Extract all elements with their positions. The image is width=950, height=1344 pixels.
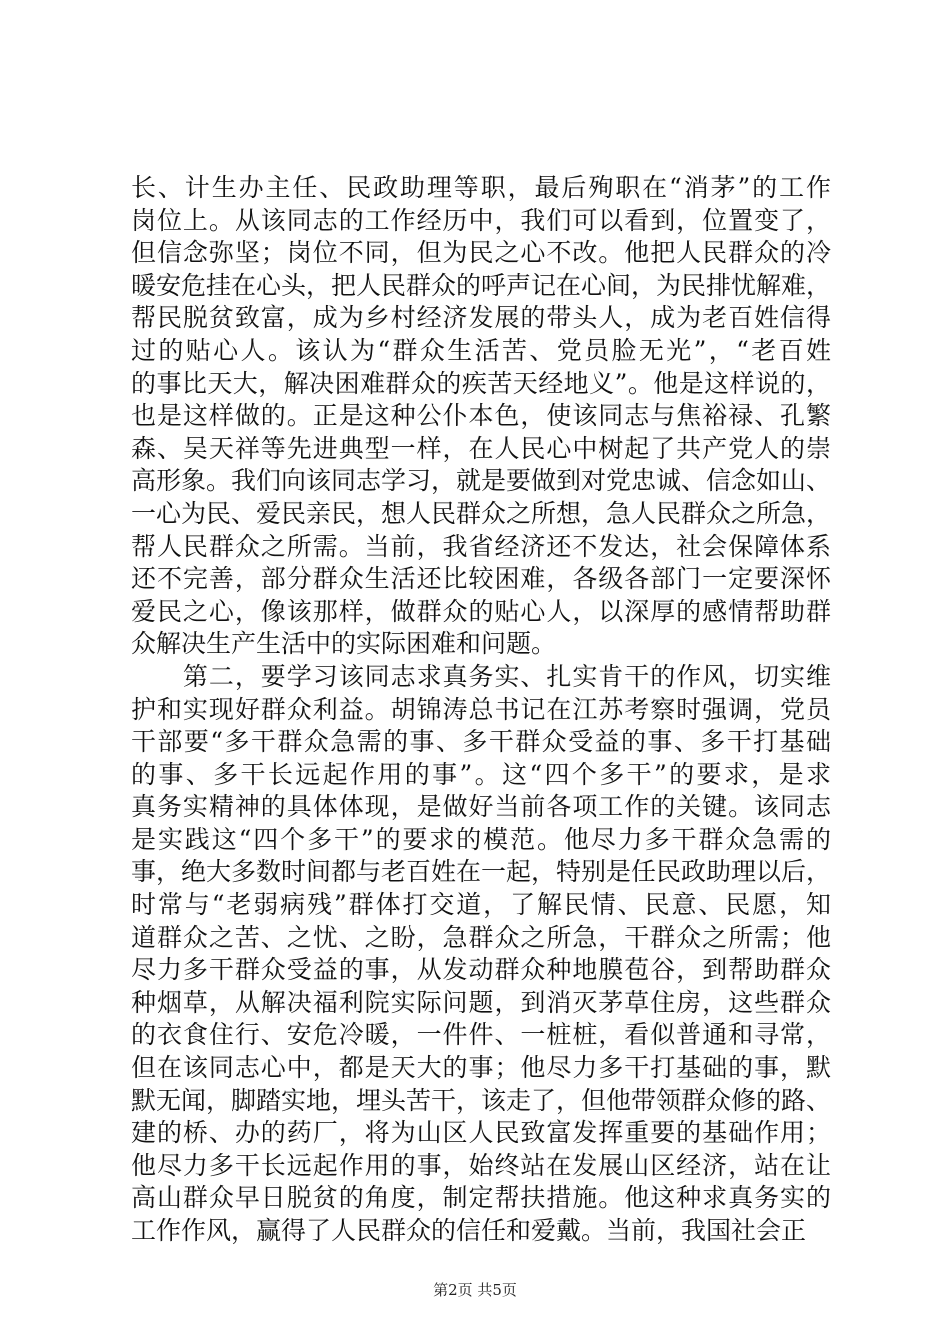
text-line: 干部要“多干群众急需的事、多干群众受益的事、多干打基础 (131, 727, 831, 757)
text-line: 护和实现好群众利益。胡锦涛总书记在江苏考察时强调，党员 (131, 694, 831, 724)
text-line: 高形象。我们向该同志学习，就是要做到对党忠诚、信念如山、 (131, 466, 831, 496)
text-line: 建的桥、办的药厂，将为山区人民致富发挥重要的基础作用； (131, 1118, 831, 1148)
text-line: 也是这样做的。正是这种公仆本色，使该同志与焦裕禄、孔繁 (131, 401, 831, 431)
text-line: 事，绝大多数时间都与老百姓在一起，特别是任民政助理以后， (131, 857, 831, 887)
text-line: 尽力多干群众受益的事，从发动群众种地膜苞谷，到帮助群众 (131, 955, 831, 985)
text-line: 真务实精神的具体体现，是做好当前各项工作的关键。该同志 (131, 792, 831, 822)
text-line: 他尽力多干长远起作用的事，始终站在发展山区经济，站在让 (131, 1150, 831, 1180)
text-line: 还不完善，部分群众生活还比较困难，各级各部门一定要深怀 (131, 564, 831, 594)
text-line: 道群众之苦、之忧、之盼，急群众之所急，干群众之所需；他 (131, 922, 831, 952)
text-line: 第二，要学习该同志求真务实、扎实肯干的作风，切实维 (131, 661, 831, 691)
text-line: 众解决生产生活中的实际困难和问题。 (131, 629, 557, 659)
page-footer: 第2页 共5页 (433, 1281, 517, 1299)
text-line: 帮民脱贫致富，成为乡村经济发展的带头人，成为老百姓信得 (131, 303, 831, 333)
text-line: 是实践这“四个多干”的要求的模范。他尽力多干群众急需的 (131, 824, 831, 854)
text-line: 工作作风，赢得了人民群众的信任和爱戴。当前，我国社会正 (131, 1216, 807, 1245)
text-line: 一心为民、爱民亲民，想人民群众之所想，急人民群众之所急， (131, 498, 831, 528)
text-line: 帮人民群众之所需。当前，我省经济还不发达，社会保障体系 (131, 531, 831, 561)
text-line: 过的贴心人。该认为“群众生活苦、党员脸无光”，“老百姓 (131, 335, 831, 365)
text-line: 的事、多干长远起作用的事”。这“四个多干”的要求，是求 (131, 759, 831, 789)
document-body (131, 172, 831, 1248)
text-line: 岗位上。从该同志的工作经历中，我们可以看到，位置变了， (131, 205, 831, 235)
text-line: 暖安危挂在心头，把人民群众的呼声记在心间，为民排忧解难， (131, 270, 831, 300)
text-line: 时常与“老弱病残”群体打交道，了解民情、民意、民愿，知 (131, 890, 831, 920)
text-line: 但在该同志心中，都是天大的事；他尽力多干打基础的事，默 (131, 1053, 831, 1083)
text-line: 的衣食住行、安危冷暖，一件件、一桩桩，看似普通和寻常， (131, 1020, 831, 1050)
text-line: 森、吴天祥等先进典型一样，在人民心中树起了共产党人的崇 (131, 433, 831, 463)
text-line: 爱民之心，像该那样，做群众的贴心人，以深厚的感情帮助群 (131, 596, 831, 626)
text-line: 长、计生办主任、民政助理等职，最后殉职在“消茅”的工作 (131, 173, 831, 202)
text-line: 种烟草，从解决福利院实际问题，到消灭茅草住房，这些群众 (131, 987, 831, 1017)
text-line: 默无闻，脚踏实地，埋头苦干，该走了，但他带领群众修的路、 (131, 1085, 831, 1115)
text-line: 的事比天大，解决困难群众的疾苦天经地义”。他是这样说的， (131, 368, 831, 398)
text-line: 高山群众早日脱贫的角度，制定帮扶措施。他这种求真务实的 (131, 1183, 831, 1213)
text-line: 但信念弥坚；岗位不同，但为民之心不改。他把人民群众的冷 (131, 238, 831, 268)
